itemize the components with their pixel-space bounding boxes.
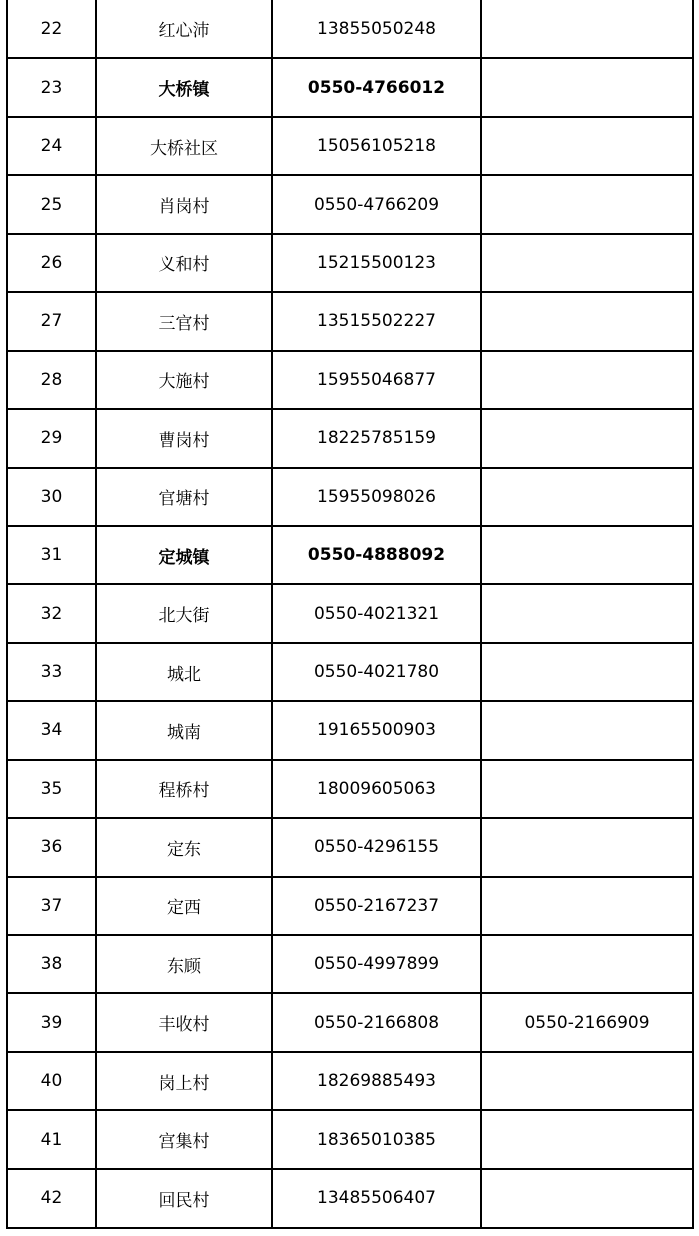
name-cell: 大施村 <box>96 351 272 409</box>
phone-cell: 13515502227 <box>272 292 481 350</box>
phone-cell: 18009605063 <box>272 760 481 818</box>
name-cell: 丰收村 <box>96 993 272 1051</box>
table-row <box>8 175 692 233</box>
table-row <box>8 117 692 175</box>
extra-phone-cell <box>481 175 692 233</box>
name-cell: 大桥镇 <box>96 58 272 116</box>
row-number-cell: 36 <box>8 818 96 876</box>
table-row <box>8 877 692 935</box>
name-cell: 东顾 <box>96 935 272 993</box>
name-cell: 岗上村 <box>96 1052 272 1110</box>
extra-phone-cell <box>481 1110 692 1168</box>
table-body <box>8 0 692 1227</box>
row-number-cell: 32 <box>8 584 96 642</box>
extra-phone-cell <box>481 760 692 818</box>
table-row <box>8 351 692 409</box>
contact-table <box>8 0 692 1227</box>
table-row <box>8 643 692 701</box>
extra-phone-cell <box>481 1169 692 1227</box>
row-number-cell: 30 <box>8 468 96 526</box>
extra-phone-cell <box>481 292 692 350</box>
table-row <box>8 468 692 526</box>
table-row <box>8 292 692 350</box>
row-number-cell: 42 <box>8 1169 96 1227</box>
extra-phone-cell <box>481 701 692 759</box>
table-row <box>8 234 692 292</box>
extra-phone-cell <box>481 584 692 642</box>
phone-cell: 0550-2167237 <box>272 877 481 935</box>
table-row <box>8 935 692 993</box>
name-cell: 官塘村 <box>96 468 272 526</box>
phone-cell: 0550-4021321 <box>272 584 481 642</box>
phone-cell: 13855050248 <box>272 0 481 58</box>
row-number-cell: 41 <box>8 1110 96 1168</box>
extra-phone-cell <box>481 526 692 584</box>
phone-cell: 18365010385 <box>272 1110 481 1168</box>
phone-cell: 0550-4766209 <box>272 175 481 233</box>
table-row <box>8 1052 692 1110</box>
row-number-cell: 39 <box>8 993 96 1051</box>
name-cell: 定东 <box>96 818 272 876</box>
row-number-cell: 37 <box>8 877 96 935</box>
table-row <box>8 760 692 818</box>
row-number-cell: 28 <box>8 351 96 409</box>
table-row <box>8 409 692 467</box>
row-number-cell: 29 <box>8 409 96 467</box>
name-cell: 三官村 <box>96 292 272 350</box>
name-cell: 义和村 <box>96 234 272 292</box>
phone-cell: 0550-4021780 <box>272 643 481 701</box>
table-row <box>8 58 692 116</box>
phone-cell: 19165500903 <box>272 701 481 759</box>
name-cell: 城北 <box>96 643 272 701</box>
phone-cell: 0550-4888092 <box>272 526 481 584</box>
phone-cell: 18269885493 <box>272 1052 481 1110</box>
phone-cell: 0550-2166808 <box>272 993 481 1051</box>
phone-cell: 0550-4997899 <box>272 935 481 993</box>
phone-cell: 15955098026 <box>272 468 481 526</box>
table-row <box>8 0 692 58</box>
row-number-cell: 23 <box>8 58 96 116</box>
table-row <box>8 993 692 1051</box>
row-number-cell: 40 <box>8 1052 96 1110</box>
row-number-cell: 31 <box>8 526 96 584</box>
extra-phone-cell <box>481 643 692 701</box>
extra-phone-cell <box>481 1052 692 1110</box>
row-number-cell: 25 <box>8 175 96 233</box>
name-cell: 北大街 <box>96 584 272 642</box>
row-number-cell: 26 <box>8 234 96 292</box>
extra-phone-cell <box>481 234 692 292</box>
row-number-cell: 27 <box>8 292 96 350</box>
name-cell: 定城镇 <box>96 526 272 584</box>
name-cell: 红心沛 <box>96 0 272 58</box>
extra-phone-cell <box>481 58 692 116</box>
name-cell: 程桥村 <box>96 760 272 818</box>
row-number-cell: 33 <box>8 643 96 701</box>
name-cell: 曹岗村 <box>96 409 272 467</box>
row-number-cell: 24 <box>8 117 96 175</box>
row-number-cell: 22 <box>8 0 96 58</box>
phone-cell: 15955046877 <box>272 351 481 409</box>
table-row <box>8 1110 692 1168</box>
name-cell: 回民村 <box>96 1169 272 1227</box>
name-cell: 城南 <box>96 701 272 759</box>
phone-cell: 15056105218 <box>272 117 481 175</box>
phone-cell: 13485506407 <box>272 1169 481 1227</box>
extra-phone-cell <box>481 117 692 175</box>
name-cell: 定西 <box>96 877 272 935</box>
phone-cell: 15215500123 <box>272 234 481 292</box>
extra-phone-cell <box>481 468 692 526</box>
extra-phone-cell: 0550-2166909 <box>481 993 692 1051</box>
row-number-cell: 35 <box>8 760 96 818</box>
table-row <box>8 701 692 759</box>
extra-phone-cell <box>481 877 692 935</box>
name-cell: 肖岗村 <box>96 175 272 233</box>
row-number-cell: 38 <box>8 935 96 993</box>
extra-phone-cell <box>481 351 692 409</box>
contact-table-sheet <box>6 0 694 1229</box>
extra-phone-cell <box>481 935 692 993</box>
extra-phone-cell <box>481 409 692 467</box>
table-row <box>8 1169 692 1227</box>
extra-phone-cell <box>481 818 692 876</box>
table-row <box>8 818 692 876</box>
phone-cell: 0550-4766012 <box>272 58 481 116</box>
phone-cell: 18225785159 <box>272 409 481 467</box>
table-row <box>8 584 692 642</box>
table-row <box>8 526 692 584</box>
extra-phone-cell <box>481 0 692 58</box>
phone-cell: 0550-4296155 <box>272 818 481 876</box>
name-cell: 宫集村 <box>96 1110 272 1168</box>
name-cell: 大桥社区 <box>96 117 272 175</box>
row-number-cell: 34 <box>8 701 96 759</box>
